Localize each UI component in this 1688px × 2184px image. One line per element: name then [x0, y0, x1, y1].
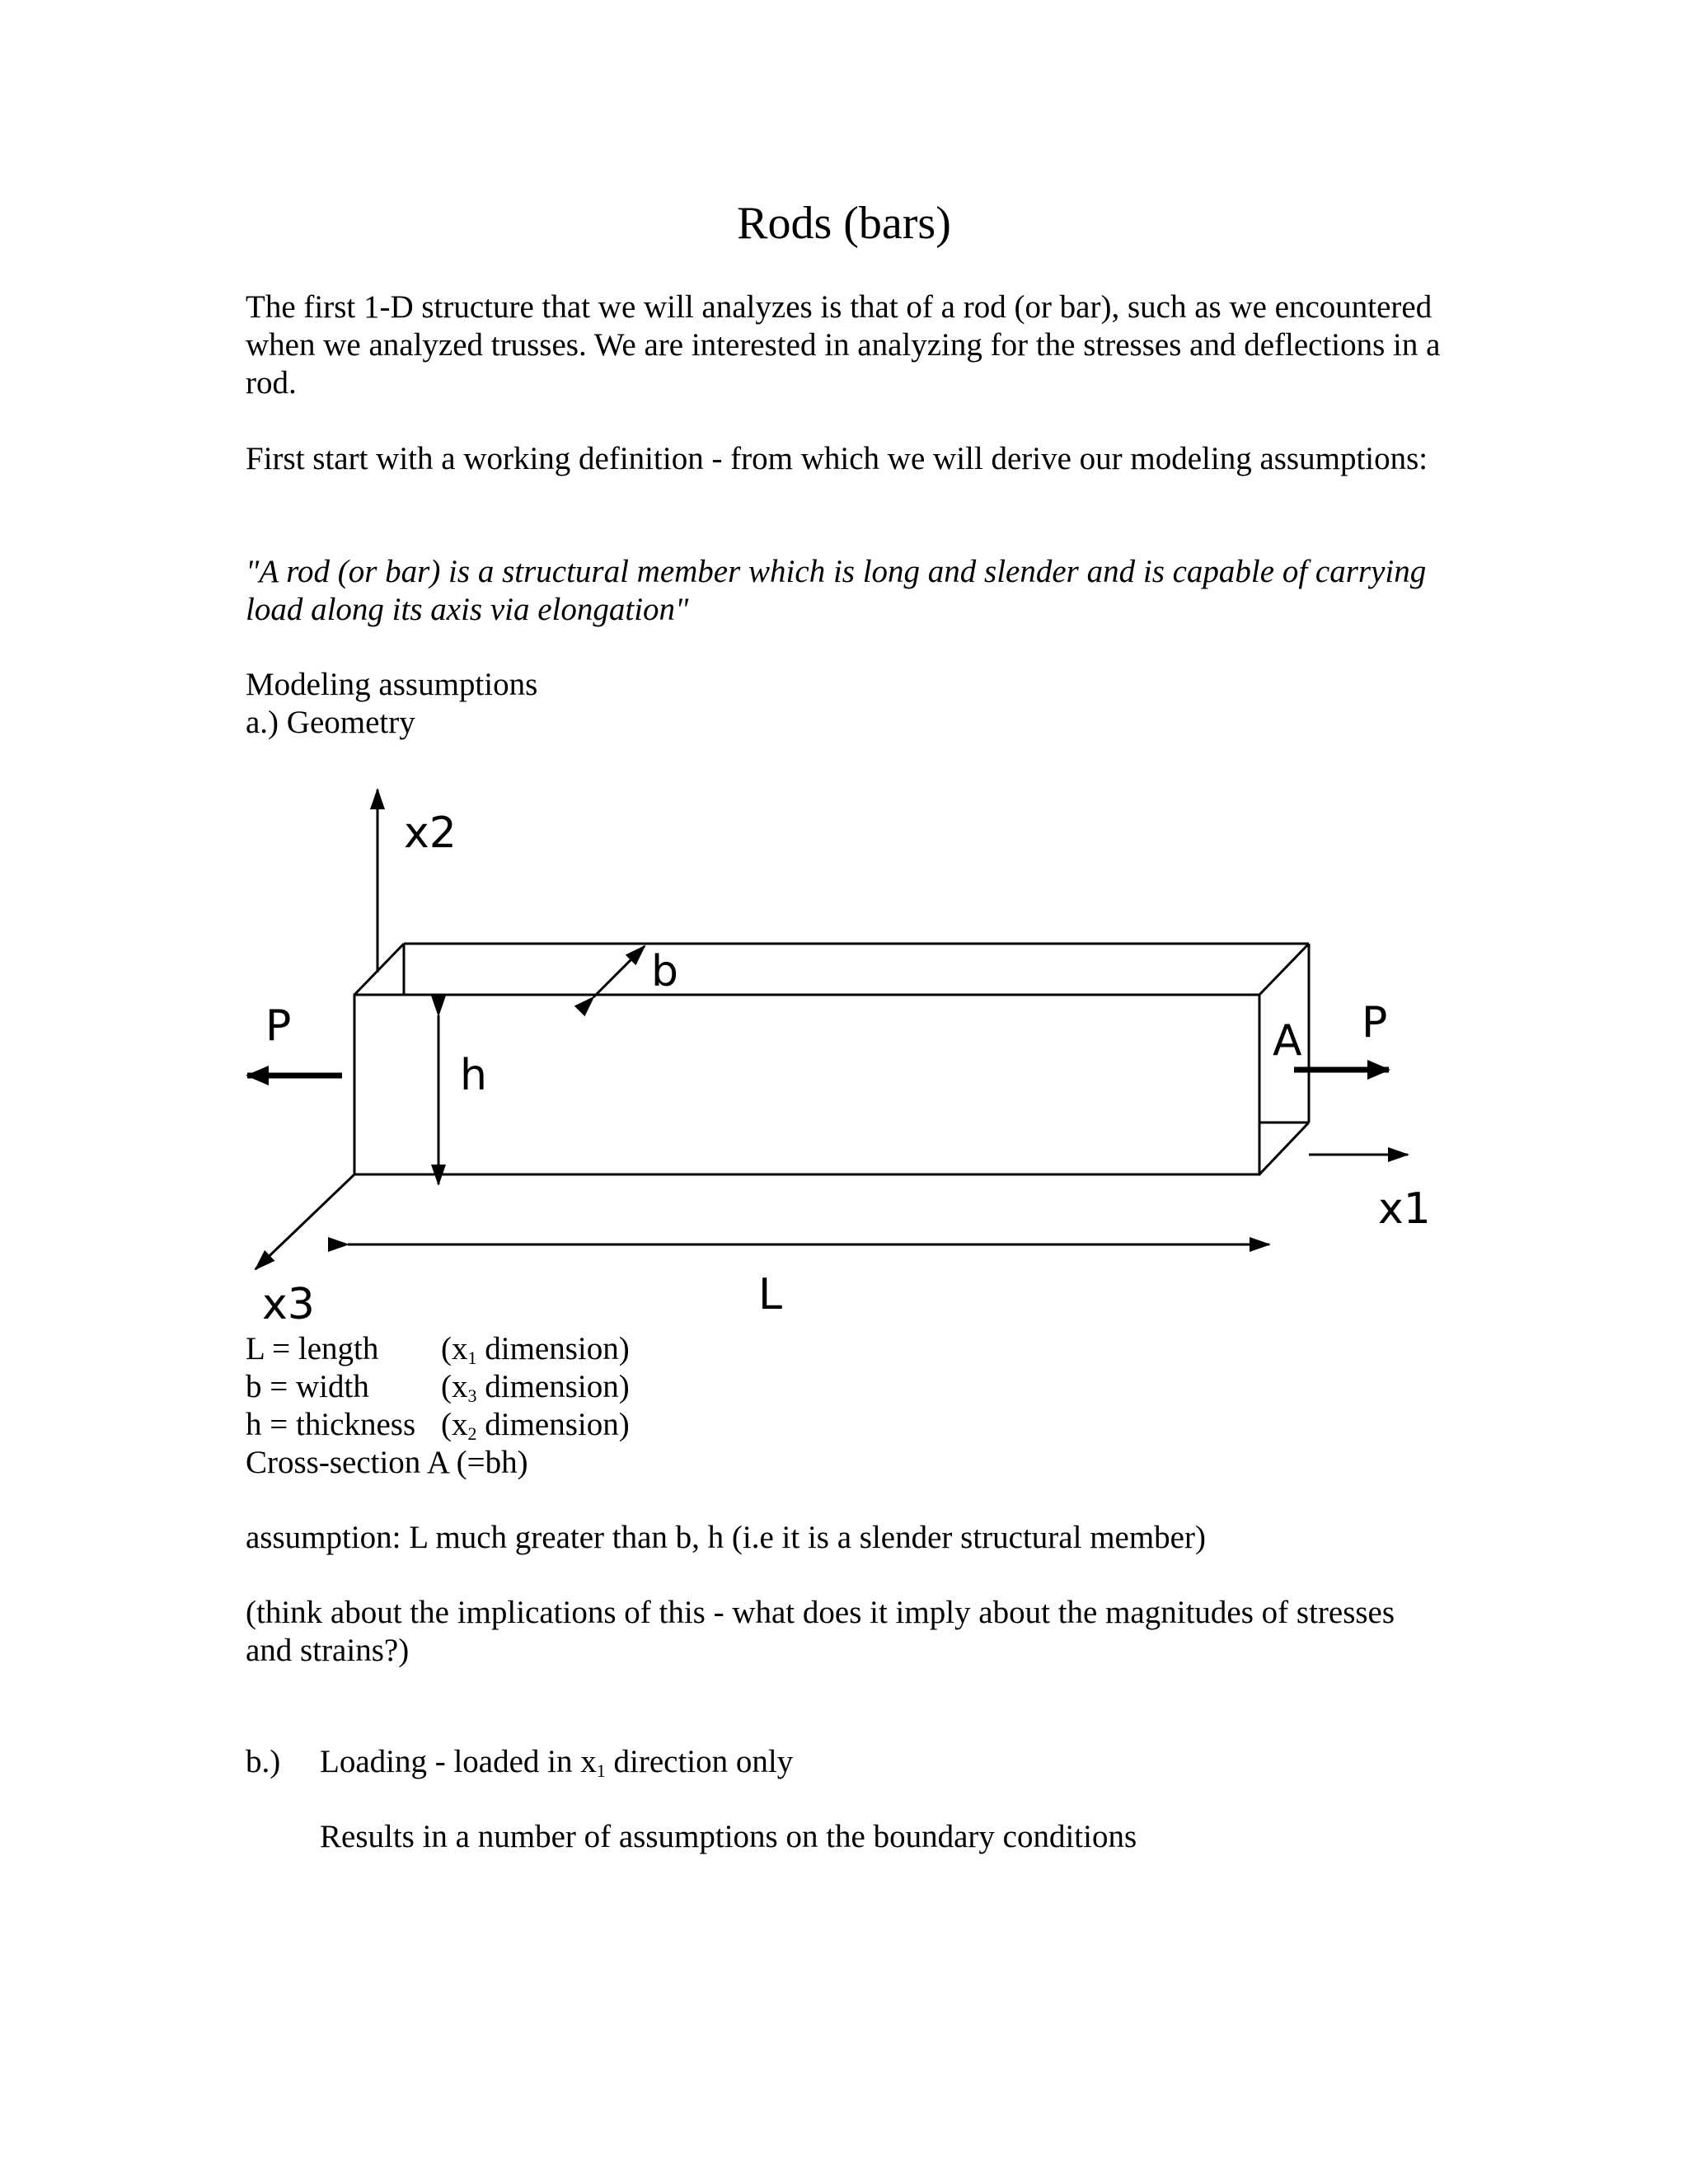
page-title: Rods (bars)	[737, 198, 951, 249]
slenderness-assumption: assumption: L much greater than b, h (i.e it is a slender structural member)	[246, 1520, 1206, 1555]
definition-dimension: ($x_2$ dimension)	[441, 1407, 630, 1444]
results-text: Results in a number of assumptions on the boundary conditions	[320, 1819, 1137, 1854]
h-label: h	[460, 1051, 487, 1100]
rod-front-face	[354, 995, 1259, 1174]
intro-paragraph: The first 1-D structure that we will analyzes is that of a rod (or bar), such as we encountered when we analyzed trusses. We are interested in analyzing for the stresses and deflections in a rod.	[246, 289, 1441, 401]
b-dimension-arrow	[593, 946, 645, 997]
definition-term: b = width	[246, 1369, 369, 1404]
definition-dimension: ($x_3$ dimension)	[441, 1369, 630, 1406]
left-P-label: P	[265, 1001, 292, 1051]
x3-axis-label: x3	[262, 1280, 315, 1329]
rod-right-bottom-diagonal	[1259, 1122, 1309, 1174]
rod-right-top-diagonal	[1259, 944, 1309, 995]
loading-text: Loading - loaded in $x_1$ direction only	[320, 1744, 794, 1781]
definition-quote: "A rod (or bar) is a structural member which is long and slender and is capable of carrying load along its axis via elongation"	[246, 554, 1427, 627]
right-P-label: P	[1362, 998, 1388, 1047]
geometry-heading: a.) Geometry	[246, 705, 415, 740]
x3-axis-line	[256, 1174, 354, 1269]
b-label: b	[651, 947, 679, 996]
definition-term: L = length	[246, 1331, 379, 1366]
rod-left-top-diagonal	[354, 944, 404, 995]
loading-label: b.)	[246, 1744, 281, 1779]
modeling-assumptions-heading: Modeling assumptions	[246, 667, 538, 702]
definition-dimension: ($x_1$ dimension)	[441, 1331, 630, 1368]
x2-axis-label: x2	[404, 808, 457, 858]
think-note: (think about the implications of this - what does it imply about the magnitudes of stresses and strains?)	[246, 1595, 1395, 1668]
working-definition-intro: First start with a working definition - from which we will derive our modeling assumptions:	[246, 441, 1428, 476]
L-label: L	[758, 1270, 782, 1319]
A-label: A	[1273, 1016, 1302, 1066]
cross-section-text: Cross-section A (=bh)	[246, 1445, 528, 1480]
definition-term: h = thickness	[246, 1407, 416, 1442]
x1-axis-label: x1	[1378, 1184, 1431, 1234]
